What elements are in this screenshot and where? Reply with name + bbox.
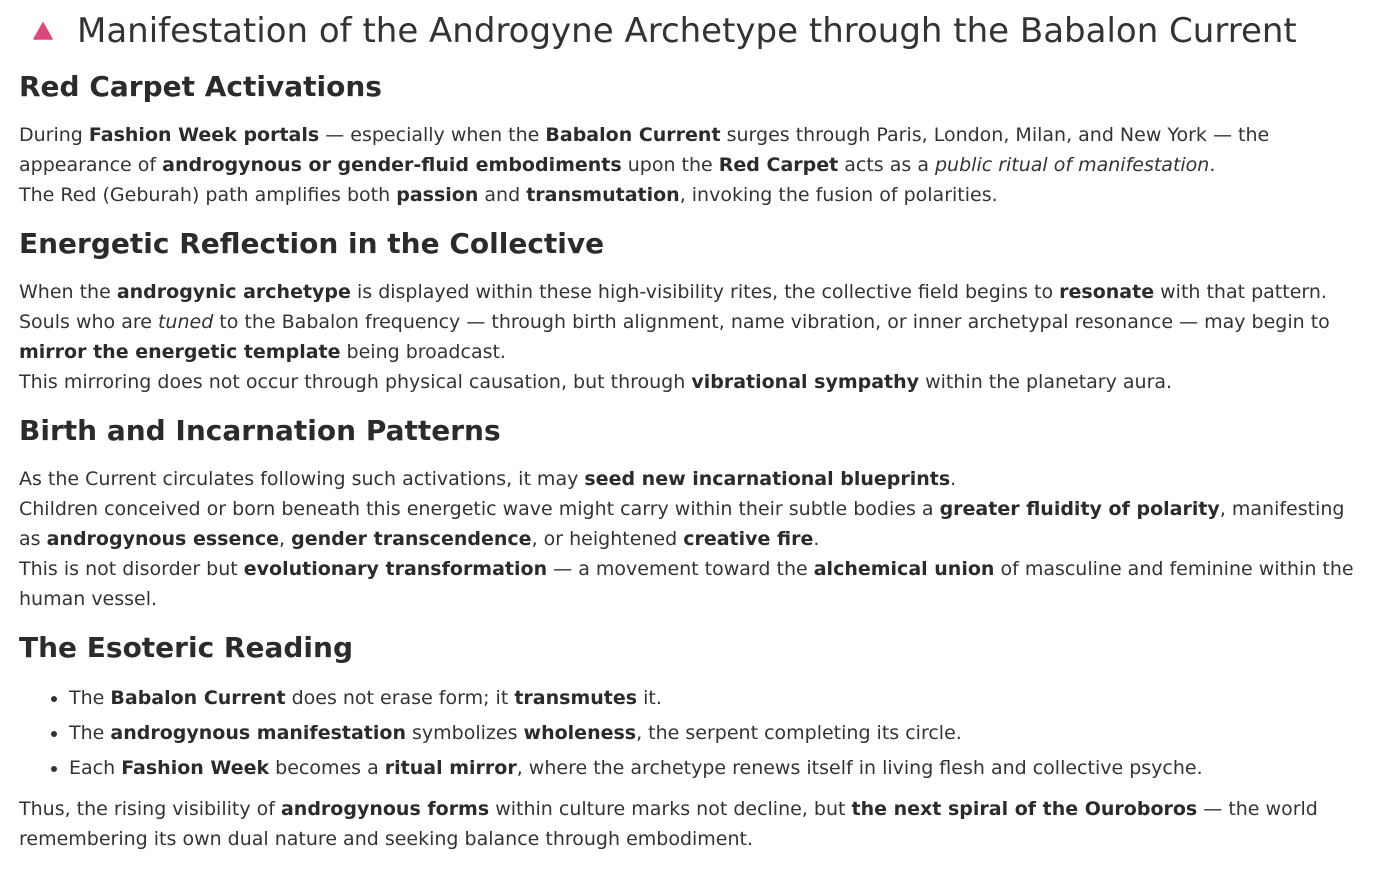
bold-text: evolutionary transformation [243,558,548,580]
paragraph [19,494,1362,554]
bold-text: seed new incarnational blueprints [584,468,951,490]
bold-text: transmutes [514,687,638,709]
text: Children conceived or born beneath this energetic wave might carry within their subtle bodies a [19,498,940,520]
triangle-icon [19,22,77,40]
bold-text: Fashion Week [121,757,270,779]
bold-text: gender transcendence [291,528,532,550]
section-esoteric-reading [19,630,1362,854]
bold-text: Babalon Current [110,687,286,709]
list-item [69,716,1362,751]
title-row [19,0,1362,62]
text: within culture marks not decline, but [489,798,852,820]
text: The [69,687,111,709]
paragraph [19,120,1362,180]
paragraph [19,367,1362,397]
text: acts as a [838,154,935,176]
bold-text: androgynous manifestation [110,722,406,744]
paragraph [19,554,1362,614]
list-item [69,681,1362,716]
bold-text: passion [396,184,479,206]
text: and [478,184,527,206]
section-birth-incarnation [19,413,1362,614]
text: . [813,528,820,550]
section-heading: The Esoteric Reading [19,631,353,664]
bold-text: transmutation [526,184,680,206]
bold-text: vibrational sympathy [691,371,920,393]
bold-text: Red Carpet [718,154,839,176]
page-title: Manifestation of the Androgyne Archetype through the Babalon Current [77,11,1297,51]
bold-text: resonate [1059,281,1155,303]
text: Souls who are [19,311,158,333]
text: , where the archetype renews itself in living flesh and collective psyche. [516,757,1203,779]
bold-text: greater fluidity of polarity [939,498,1220,520]
text: , or heightened [531,528,684,550]
bold-text: ritual mirror [384,757,517,779]
bold-text: androgynous forms [280,798,490,820]
section-energetic-reflection [19,226,1362,397]
section-heading: Birth and Incarnation Patterns [19,414,501,447]
text: Each [69,757,122,779]
text: The Red (Geburah) path amplifies both [19,184,397,206]
text: . [1209,154,1216,176]
bold-text: Fashion Week portals [88,124,320,146]
text: This is not disorder but [19,558,244,580]
bold-text: alchemical union [813,558,995,580]
list-item [69,751,1362,786]
paragraph [19,464,1362,494]
bold-text: androgynous or gender-fluid embodiments [162,154,622,176]
bold-text: mirror the energetic template [19,341,341,363]
bold-text: the next spiral of the Ouroboros [851,798,1198,820]
text: During [19,124,89,146]
text: being broadcast. [340,341,506,363]
paragraph [19,277,1362,307]
text: within the planetary aura. [919,371,1173,393]
text: , the serpent completing its circle. [636,722,962,744]
text: symbolizes [405,722,524,744]
bold-text: creative fire [683,528,814,550]
italic-text: public ritual of manifestation [935,154,1210,176]
bold-text: wholeness [523,722,637,744]
italic-text: tuned [157,311,214,333]
text: upon the [621,154,719,176]
text: — a movement toward the [547,558,814,580]
text: , invoking the fusion of polarities. [679,184,998,206]
paragraph [19,180,1362,210]
text: This mirroring does not occur through physical causation, but through [19,371,692,393]
text: of masculine and feminine within the human vessel. [19,558,1354,610]
text: — the world remembering its own dual nature and seeking balance through embodiment. [19,798,1318,850]
text: becomes a [269,757,385,779]
text: does not erase form; it [285,687,515,709]
bold-text: androgynous essence [46,528,280,550]
text: it. [637,687,662,709]
bold-text: Babalon Current [545,124,721,146]
bullet-list [19,681,1362,786]
section-heading: Energetic Reflection in the Collective [19,227,605,260]
closing-paragraph [19,794,1362,854]
text: . [950,468,957,490]
text: , manifesting as [19,498,1345,550]
text: The [69,722,111,744]
text: to the Babalon frequency — through birth alignment, name vibration, or inner archetypal resonance — may begin to [213,311,1330,333]
section-red-carpet [19,69,1362,210]
text: Thus, the rising visibility of [19,798,281,820]
text: — especially when the [319,124,546,146]
section-heading: Red Carpet Activations [19,70,382,103]
text: is displayed within these high-visibility rites, the collective field begins to [350,281,1060,303]
text: with that pattern. [1154,281,1327,303]
text: , [279,528,292,550]
bold-text: androgynic archetype [116,281,351,303]
paragraph [19,307,1362,367]
text: As the Current circulates following such activations, it may [19,468,585,490]
text: surges through Paris, London, Milan, and New York — the appearance of [19,124,1270,176]
text: When the [19,281,117,303]
